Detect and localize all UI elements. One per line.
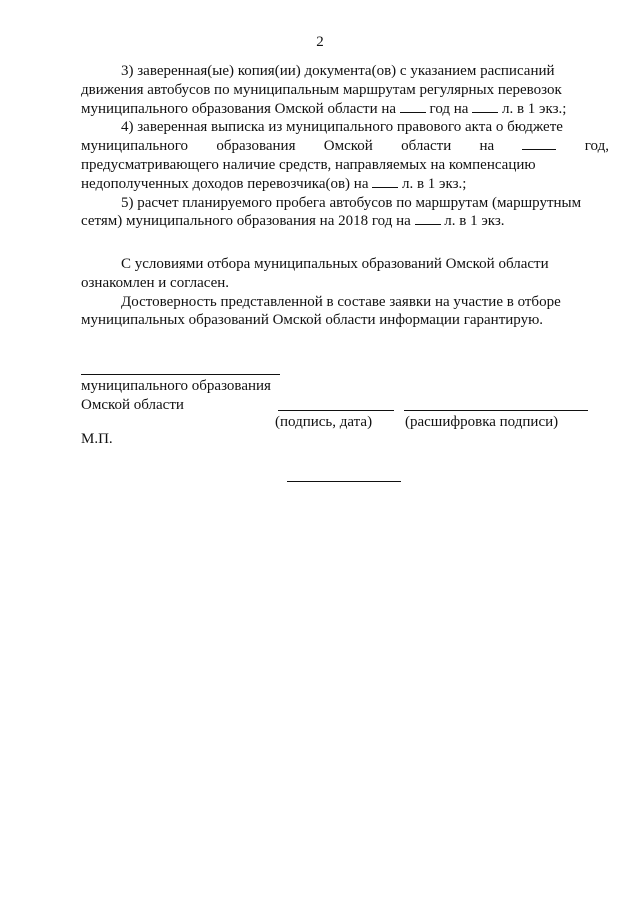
signature-decode-blank-line[interactable] [404, 410, 588, 411]
document-list [81, 62, 609, 231]
item5-line2-text-b: л. в 1 экз. [444, 213, 505, 230]
item4-line4-text-a: недополученных доходов перевозчика(ов) на [81, 175, 369, 192]
item4-line4 [81, 175, 609, 194]
page-number: 2 [316, 34, 324, 50]
item5-line1: 5) расчет планируемого пробега автобусов по маршрутам (маршрутным [121, 194, 582, 211]
item4-word-end: год, [584, 138, 609, 155]
item4-word-1: муниципального [81, 138, 189, 155]
item5-line2-text-a: сетям) муниципального образования на 2018 год на [81, 213, 411, 230]
list-item-5 [81, 194, 609, 232]
agreement-paragraph-1 [81, 255, 609, 293]
item4-word-5: на [479, 138, 495, 155]
item4-blank-year[interactable] [522, 137, 556, 150]
stamp-mark: М.П. [81, 431, 113, 447]
signature-caption: (подпись, дата) [275, 414, 373, 430]
item3-line3 [81, 100, 609, 119]
item5-blank-pages[interactable] [415, 212, 441, 225]
item4-line2 [81, 137, 609, 156]
item4-word-4: области [401, 138, 452, 155]
org-caption-line1: муниципального образования [81, 378, 271, 394]
item3-blank-pages[interactable] [472, 100, 498, 113]
agreement-p2-line2: муниципальных образований Омской области информации гарантирую. [81, 312, 544, 329]
item3-line3-text-b: год на [429, 100, 469, 117]
item4-word-2: образования [216, 138, 296, 155]
signature-blank-line[interactable] [278, 410, 394, 411]
item3-line3-text-a: муниципального образования Омской области на [81, 100, 397, 117]
closing-separator-line [287, 481, 401, 482]
item4-line4-text-b: л. в 1 экз.; [401, 175, 467, 192]
agreement-p2-line1: Достоверность представленной в составе заявки на участие в отборе [121, 293, 561, 310]
item3-blank-year[interactable] [400, 100, 426, 113]
list-item-4 [81, 118, 609, 193]
signature-decode-caption: (расшифровка подписи) [405, 414, 559, 430]
item4-line1: 4) заверенная выписка из муниципального правового акта о бюджете [121, 119, 563, 136]
org-caption-line2: Омской области [81, 397, 184, 413]
item4-line3: предусматривающего наличие средств, направляемых на компенсацию [81, 156, 536, 173]
agreement-p1-line2: ознакомлен и согласен. [81, 274, 230, 291]
item4-word-3: Омской [323, 138, 373, 155]
item5-line2 [81, 212, 609, 231]
item3-line2: движения автобусов по муниципальным маршрутам регулярных перевозок [81, 81, 562, 98]
agreement-p1-line1: С условиями отбора муниципальных образований Омской области [121, 256, 549, 272]
list-item-3 [81, 62, 609, 118]
agreement-paragraph-2 [81, 293, 609, 331]
agreement-block [81, 255, 609, 330]
org-head-blank-line[interactable] [81, 374, 280, 375]
item3-line3-text-c: л. в 1 экз.; [501, 100, 567, 117]
item3-line1: 3) заверенная(ые) копия(ии) документа(ов) с указанием расписаний [121, 63, 555, 79]
item4-blank-pages[interactable] [372, 175, 398, 188]
